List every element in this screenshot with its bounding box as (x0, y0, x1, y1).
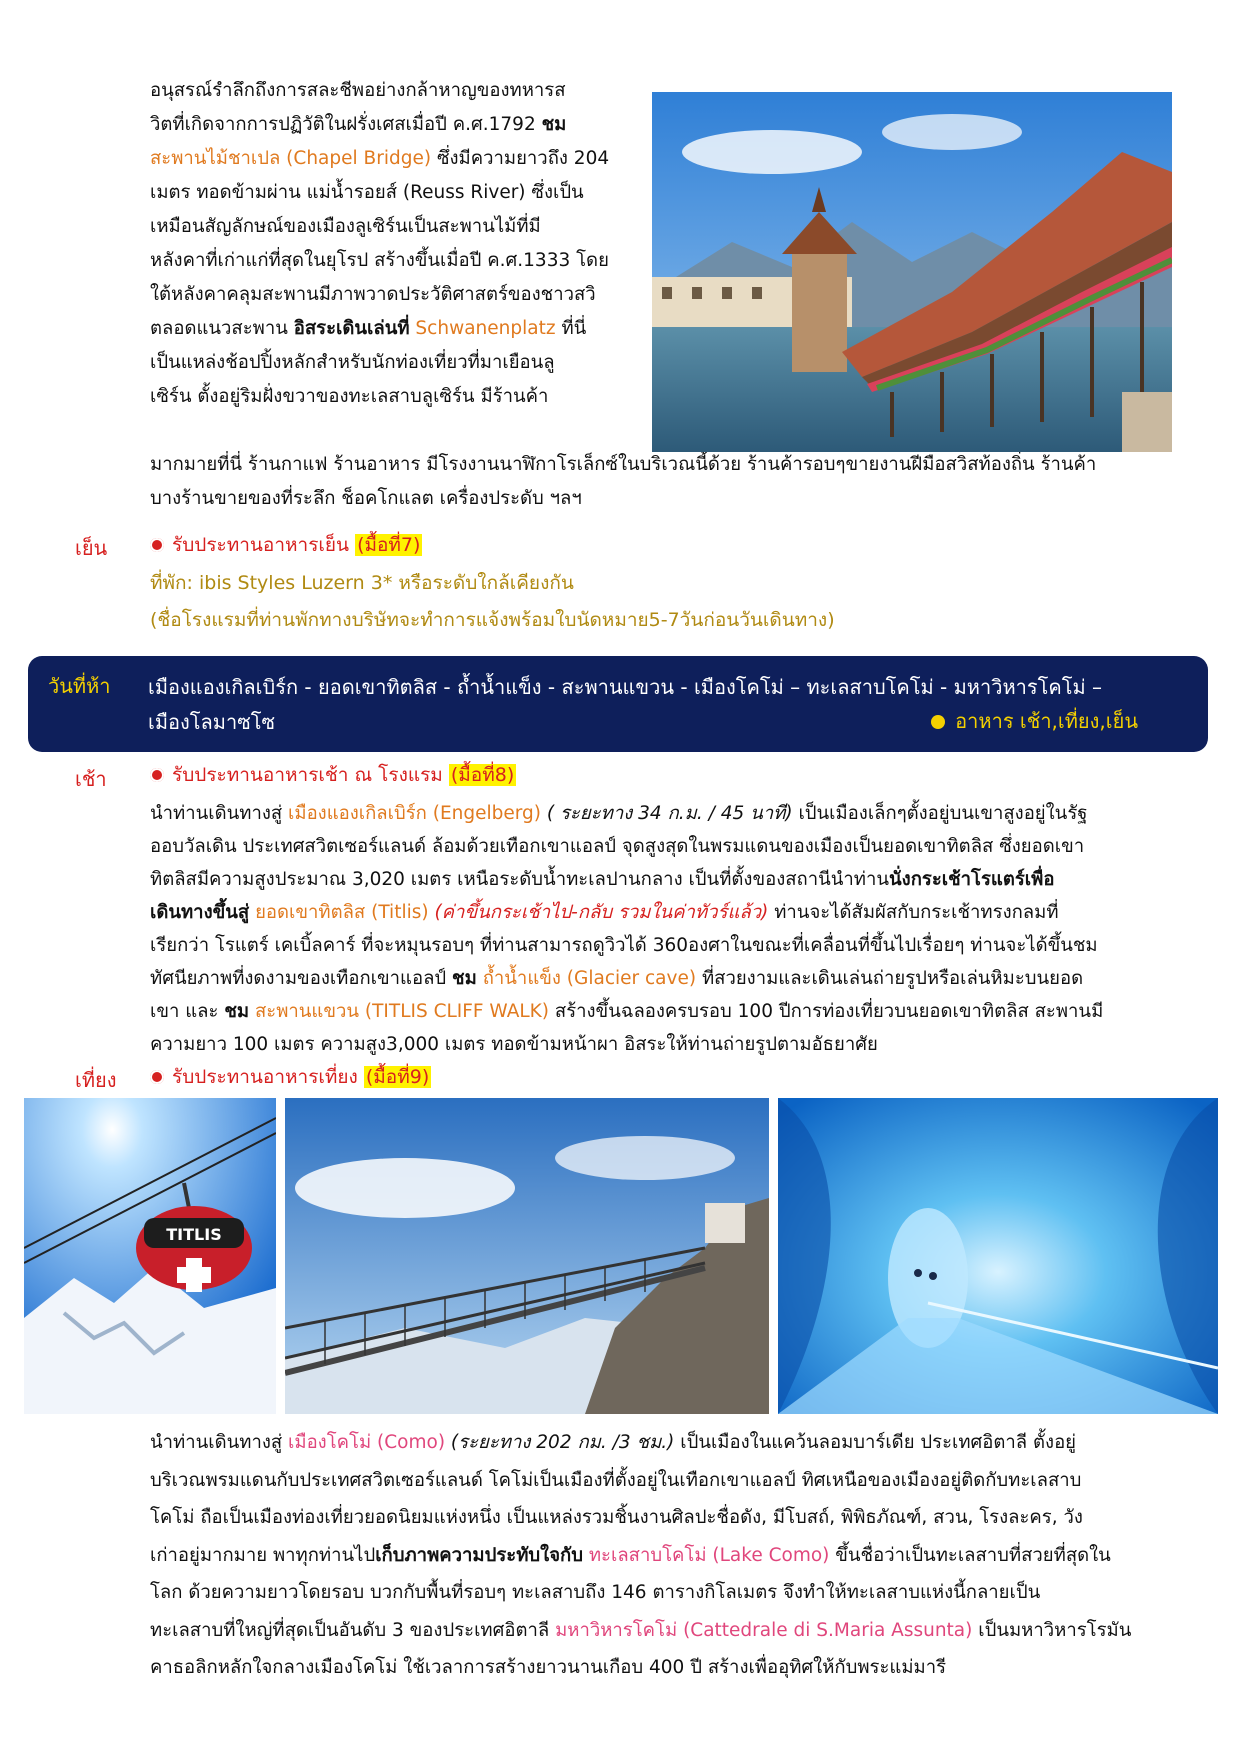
intro-line: มากมายที่นี่ ร้านกาแฟ ร้านอาหาร มีโรงงานนาฬิกาโรเล็กซ์ในบริเวณนี้ด้วย ร้านค้ารอบๆขายงานฝีมือสวิสท้องถิ่น ร้านค้า (150, 454, 1097, 475)
day-route: เมืองแองเกิลเบิร์ก - ยอดเขาทิตลิส - ถ้ำน้ำแข็ง - สะพานแขวน - เมืองโคโม่ – ทะเลสาบโคโม่ - มหาวิหารโคโม่ – เมืองโลมาซโซ (148, 675, 1103, 734)
intro-line: อนุสรณ์รำลึกถึงการสละชีพอย่างกล้าหาญของทหารส (150, 80, 566, 101)
intro-line: เป็นแหล่งช้อปปิ้งหลักสำหรับนักท่องเที่ยวที่มาเยือนลู (150, 352, 555, 373)
day-label: วันที่ห้า (48, 674, 111, 698)
morning-label: เช้า (75, 767, 107, 791)
intro-line: ใต้หลังคาคลุมสะพานมีภาพวาดประวัติศาสตร์ของชาวสวิ (150, 284, 596, 305)
lunch-label: เที่ยง (75, 1068, 117, 1092)
meal-number-badge: (มื้อที่8) (450, 764, 515, 786)
intro-line: วิตที่เกิดจากการปฏิวัติในฝรั่งเศสเมื่อปี ค.ศ.1792 ชม (150, 114, 567, 135)
gondola-photo (24, 1098, 276, 1414)
intro-line: สะพานไม้ชาเปล (Chapel Bridge) ซึ่งมีความยาวถึง 204 (150, 148, 610, 169)
intro-paragraph (150, 74, 640, 414)
cliff-walk-photo (285, 1098, 769, 1414)
intro-paragraph-full (150, 448, 1210, 516)
intro-line: เมตร ทอดข้ามผ่าน แม่น้ำรอยส์ (Reuss River) ซึ่งเป็น (150, 182, 584, 203)
intro-line: หลังคาที่เก่าแก่ที่สุดในยุโรป สร้างขึ้นเมื่อปี ค.ศ.1333 โดย (150, 250, 609, 271)
dish-icon (150, 1070, 164, 1084)
dinner-meal: รับประทานอาหารเย็น (มื้อที่7) (150, 528, 422, 562)
intro-line: บางร้านขายของที่ระลึก ช็อคโกแลต เครื่องประดับ ฯลฯ (150, 488, 582, 509)
morning-paragraph: นำท่านเดินทางสู่ เมืองแองเกิลเบิร์ก (Engelberg) ( ระยะทาง 34 ก.ม. / 45 นาที) เป็นเมืองเล็กๆตั้งอยู่บนเขาสูงอยู่ในรัฐ ออบวัลเดิน ประเทศสวิตเซอร์แลนด์ ล้อมด้วยเทือกเขาแอลป์ จุดสูงสุดในพรมแดนของเมืองเป็นยอดเขาทิตลิส ซึ่งยอดเขา ทิตลิสมีความสูงประมาณ 3,020 เมตร เหนือระดับน้ำทะเลปานกลาง เป็นที่ตั้งของสถานีนำท่านนั่งกระเช้าโรแตร์เพื่อ เดินทางขึ้นสู่ ยอดเขาทิตลิส (Titlis) (ค่าขึ้นกระเช้าไป-กลับ รวมในค่าทัวร์แล้ว) ท่านจะได้สัมผัสกับกระเช้าทรงกลมที่ เรียกว่า โรแตร์ เคเบิ้ลคาร์ ที่จะหมุนรอบๆ ที่ท่านสามารถดูวิวได้ 360องศาในขณะที่เคลื่อนที่ขึ้นไปเรื่อยๆ ท่านจะได้ขึ้นชม ทัศนียภาพที่งดงามของเทือกเขาแอลป์ ชม ถ้ำน้ำแข็ง (Glacier cave) ที่สวยงามและเดินเล่นถ่ายรูปหรือเล่นหิมะบนยอด เขา และ ชม สะพานแขวน (TITLIS CLIFF WALK) สร้างขึ้นฉลองครบรอบ 100 ปีการท่องเที่ยวบนยอดเขาทิตลิส สะพานมี ความยาว 100 เมตร ความสูง3,000 เมตร ทอดข้ามหน้าผา อิสระให้ท่านถ่ายรูปตามอัธยาศัย (150, 803, 1104, 1055)
meal-number-badge: (มื้อที่7) (357, 534, 421, 556)
day-banner (28, 656, 1208, 752)
dish-icon (931, 715, 945, 729)
glacier-cave-photo (778, 1098, 1218, 1414)
hotel-note: (ชื่อโรงแรมที่ท่านพักทางบริษัทจะทำการแจ้งพร้อมใบนัดหมาย5-7วันก่อนวันเดินทาง) (150, 609, 835, 631)
como-paragraph: นำท่านเดินทางสู่ เมืองโคโม่ (Como) (ระยะทาง 202 กม. /3 ชม.) เป็นเมืองในแคว้นลอมบาร์เดีย ประเทศอิตาลี ตั้งอยู่ บริเวณพรมแดนกับประเทศสวิตเซอร์แลนด์ โคโม่เป็นเมืองที่ตั้งอยู่ในเทือกเขาแอลป์ ทิศเหนือของเมืองอยู่ติดกับทะเลสาบ โคโม่ ถือเป็นเมืองท่องเที่ยวยอดนิยมแห่งหนึ่ง เป็นแหล่งรวมชิ้นงานศิลปะชื่อดัง, มีโบสถ์, พิพิธภัณฑ์, สวน, โรงละคร, วัง เก่าอยู่มากมาย พาทุกท่านไปเก็บภาพความประทับใจกับ ทะเลสาบโคโม่ (Lake Como) ขึ้นชื่อว่าเป็นทะเลสาบที่สวยที่สุดใน โลก ด้วยความยาวโดยรอบ บวกกับพื้นที่รอบๆ ทะเลสาบถึง 146 ตารางกิโลเมตร จึงทำให้ทะเลสาบแห่งนี้กลายเป็น ทะเลสาบที่ใหญ่ที่สุดเป็นอันดับ 3 ของประเทศอิตาลี มหาวิหารโคโม่ (Cattedrale di S.Maria Assunta) เป็นมหาวิหารโรมัน คาธอลิกหลักใจกลางเมืองโคโม่ ใช้เวลาการสร้างยาวนานเกือบ 400 ปี สร้างเพื่ออุทิศให้กับพระแม่มารี (150, 1432, 1132, 1678)
intro-line: เซิร์น ตั้งอยู่ริมฝั่งขวาของทะเลสาบลูเซิร์น มีร้านค้า (150, 386, 549, 407)
dinner-label: เย็น (75, 536, 108, 560)
dish-icon (150, 538, 164, 552)
gondola-sign: TITLIS (166, 1225, 222, 1244)
meal-number-badge: (มื้อที่9) (365, 1066, 430, 1088)
chapel-bridge-link: สะพานไม้ชาเปล (Chapel Bridge) (150, 148, 432, 169)
lunch-meal: รับประทานอาหารเที่ยง (มื้อที่9) (150, 1060, 431, 1094)
intro-line: เหมือนสัญลักษณ์ของเมืองลูเซิร์นเป็นสะพานไม้ที่มี (150, 216, 541, 237)
day-meals: อาหาร เช้า,เที่ยง,เย็น (931, 705, 1138, 737)
morning-meal: รับประทานอาหารเช้า ณ โรงแรม (มื้อที่8) (150, 758, 516, 792)
chapel-bridge-photo (652, 92, 1172, 452)
intro-line: ตลอดแนวสะพาน อิสระเดินเล่นที่ Schwanenplatz ที่นี่ (150, 318, 587, 339)
hotel-info: ที่พัก: ibis Styles Luzern 3* หรือระดับใกล้เคียงกัน (150, 572, 574, 594)
dish-icon (150, 768, 164, 782)
